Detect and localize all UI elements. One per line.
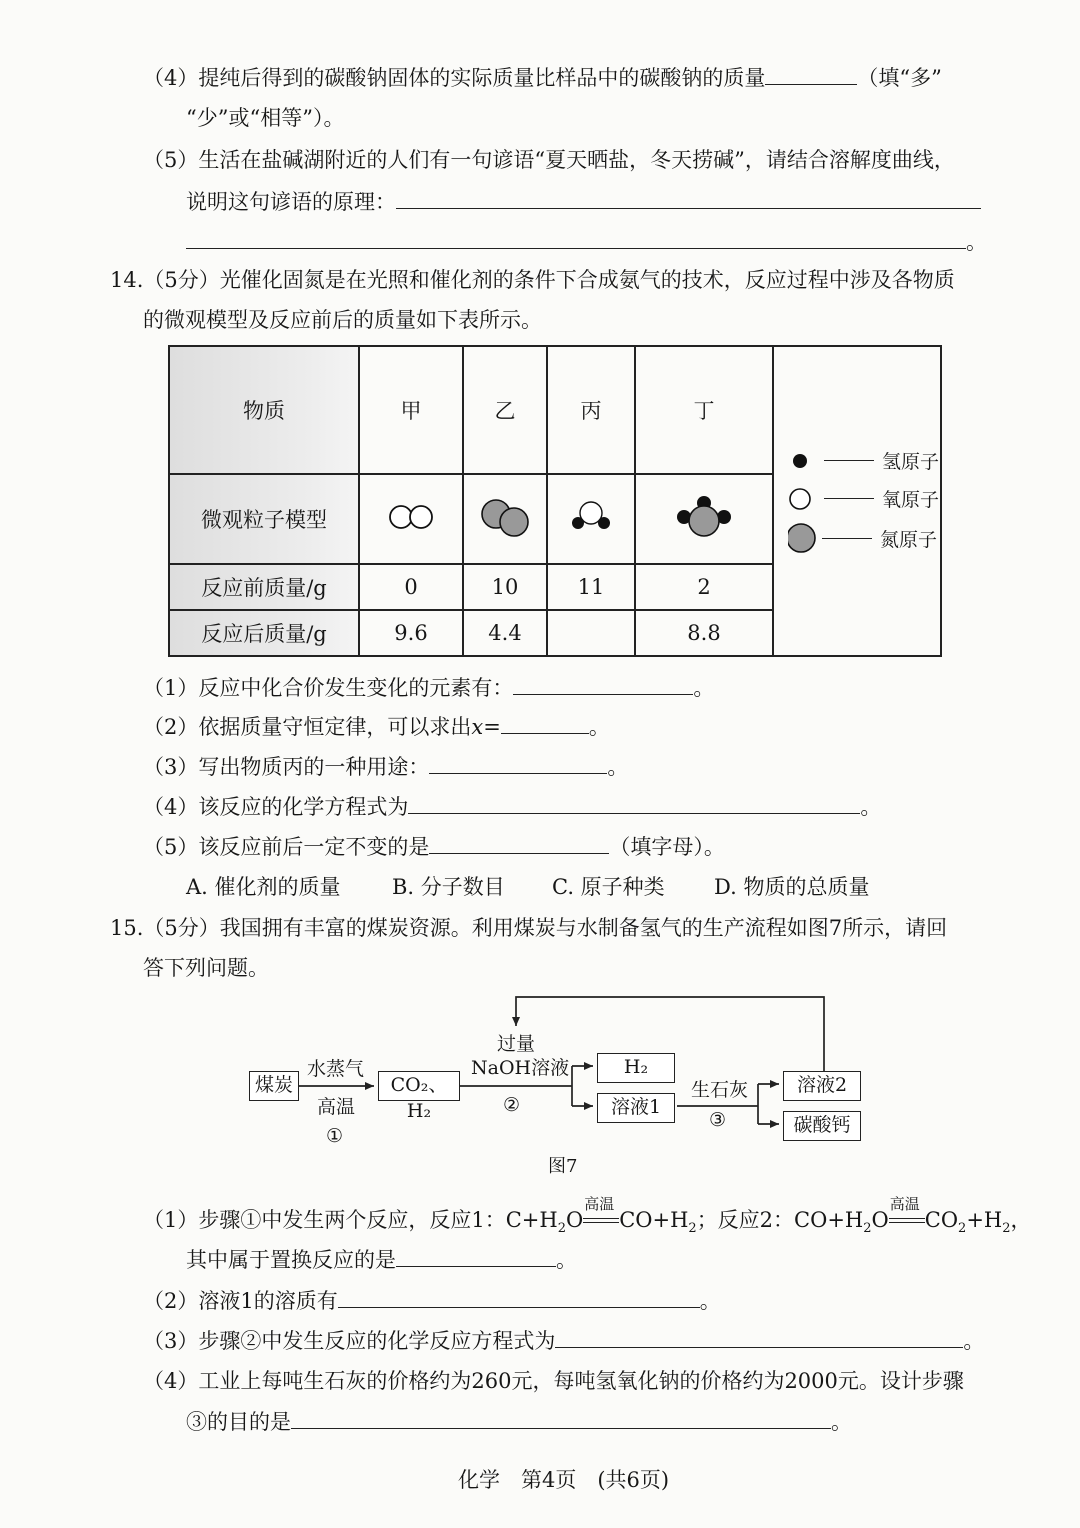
mass-after-bing: [547, 610, 635, 656]
q14-options: [186, 873, 869, 901]
q14-data-table: [168, 345, 942, 657]
step2-label: ②: [503, 1094, 521, 1116]
answer-blank[interactable]: [765, 64, 857, 85]
naoh-label: NaOH溶液: [471, 1057, 570, 1079]
atom-legend: [773, 346, 941, 656]
q15-part4-line2: ③的目的是 。: [186, 1410, 852, 1434]
table-header-bing: 丙: [547, 346, 635, 474]
step1-label: ①: [326, 1125, 344, 1147]
oxygen-atom-icon: [788, 486, 818, 512]
ammonia-molecule-icon: [669, 490, 739, 544]
table-header-substance: 物质: [169, 346, 359, 474]
reaction1-condition: 高温: [583, 1215, 619, 1229]
gas-mixture-box: CO₂、H₂: [378, 1071, 460, 1101]
hydrogen-atom-icon: [788, 451, 818, 471]
mass-after-ding: 8.8: [635, 610, 773, 656]
table-header-jia: 甲: [359, 346, 463, 474]
q13-part4-line2: “少”或“相等”）。: [186, 106, 345, 130]
q14-part2: （2）依据质量守恒定律，可以求出x= 。: [143, 715, 610, 739]
q14-part1: （1）反应中化合价发生变化的元素有： 。: [143, 676, 715, 700]
legend-row-hydrogen: 氢原子: [788, 447, 939, 474]
quicklime-label: 生石灰: [691, 1079, 749, 1101]
option-d[interactable]: D. 物质的总质量: [714, 875, 870, 899]
high-temp-label: 高温: [317, 1096, 356, 1118]
answer-blank[interactable]: [291, 1408, 831, 1429]
mass-after-jia: 9.6: [359, 610, 463, 656]
calcium-carbonate-box: 碳酸钙: [783, 1111, 861, 1141]
q13-part5-line2: 说明这句谚语的原理：: [186, 188, 981, 216]
oxygen-molecule-icon: [383, 500, 439, 534]
q15-intro-line1: 15.（5分）我国拥有丰富的煤炭资源。利用煤炭与水制备氢气的生产流程如图7所示，请回: [110, 916, 948, 940]
figure-caption: 图7: [548, 1156, 578, 1177]
answer-blank[interactable]: [338, 1287, 700, 1308]
row-label-before: 反应前质量/g: [169, 564, 359, 610]
model-jia-o2: [359, 474, 463, 564]
answer-blank[interactable]: [186, 228, 966, 249]
mass-after-yi: 4.4: [463, 610, 547, 656]
mass-before-ding: 2: [635, 564, 773, 610]
q15-part1-line1: （1）步骤①中发生两个反应，反应1：$C+H_2O$ 高温 $CO+H_2$；反应2：$CO+H_2O$ 高温 $CO_2+H_2$，: [143, 1194, 1032, 1237]
reaction2-condition: 高温: [889, 1215, 925, 1229]
q13-part4-line1: （4）提纯后得到的碳酸钠固体的实际质量比样品中的碳酸钠的质量 （填“多”: [143, 66, 942, 90]
row-label-model: 微观粒子模型: [169, 474, 359, 564]
q14-intro-line2: 的微观模型及反应前后的质量如下表所示。: [143, 308, 542, 332]
q14-intro-line1: 14.（5分）光催化固氮是在光照和催化剂的条件下合成氨气的技术，反应过程中涉及各物质: [110, 268, 955, 292]
q15-part1-line2: 其中属于置换反应的是 。: [186, 1248, 577, 1272]
answer-blank[interactable]: [555, 1327, 963, 1348]
answer-blank[interactable]: [429, 753, 607, 774]
model-yi-n2: [463, 474, 547, 564]
solution2-box: 溶液2: [783, 1071, 861, 1101]
page-footer: 化学 第4页 (共6页): [458, 1468, 670, 1492]
row-label-after: 反应后质量/g: [169, 610, 359, 656]
table-header-yi: 乙: [463, 346, 547, 474]
coal-box: 煤炭: [249, 1071, 299, 1101]
q15-part2: （2）溶液1的溶质有 。: [143, 1289, 721, 1313]
mass-before-bing: 11: [547, 564, 635, 610]
solution1-box: 溶液1: [597, 1093, 675, 1123]
option-b[interactable]: B. 分子数目: [392, 875, 505, 899]
water-molecule-icon: [563, 497, 619, 537]
q14-part4: （4）该反应的化学方程式为 。: [143, 795, 882, 819]
hydrogen-box: H₂: [597, 1053, 675, 1083]
q15-intro-line2: 答下列问题。: [143, 956, 269, 980]
q14-part3: （3）写出物质丙的一种用途： 。: [143, 755, 629, 779]
answer-blank[interactable]: [429, 833, 609, 854]
q13-part5-line3: 。: [186, 228, 987, 256]
option-c[interactable]: C. 原子种类: [552, 875, 665, 899]
answer-blank[interactable]: [408, 793, 860, 814]
q15-part4-line1: （4）工业上每吨生石灰的价格约为260元，每吨氢氧化钠的价格约为2000元。设计步骤: [143, 1369, 964, 1393]
answer-blank[interactable]: [501, 713, 589, 734]
q15-part3: （3）步骤②中发生反应的化学反应方程式为 。: [143, 1329, 985, 1353]
legend-row-oxygen: 氧原子: [788, 485, 939, 512]
option-a[interactable]: A. 催化剂的质量: [186, 875, 341, 899]
model-bing-h2o: [547, 474, 635, 564]
nitrogen-molecule-icon: [472, 492, 538, 542]
q14-part5: （5）该反应前后一定不变的是 （填字母）。: [143, 835, 725, 859]
step3-label: ③: [709, 1109, 727, 1131]
nitrogen-atom-icon: [788, 521, 818, 555]
model-ding-nh3: [635, 474, 773, 564]
steam-label: 水蒸气: [307, 1058, 365, 1080]
table-header-ding: 丁: [635, 346, 773, 474]
mass-before-yi: 10: [463, 564, 547, 610]
mass-before-jia: 0: [359, 564, 463, 610]
excess-label: 过量: [497, 1033, 536, 1055]
q13-part5-line1: （5）生活在盐碱湖附近的人们有一句谚语“夏天晒盐，冬天捞碱”，请结合溶解度曲线，: [143, 148, 955, 172]
answer-blank[interactable]: [396, 188, 981, 209]
answer-blank[interactable]: [513, 674, 693, 695]
answer-blank[interactable]: [396, 1246, 556, 1267]
legend-row-nitrogen: 氮原子: [788, 521, 937, 555]
